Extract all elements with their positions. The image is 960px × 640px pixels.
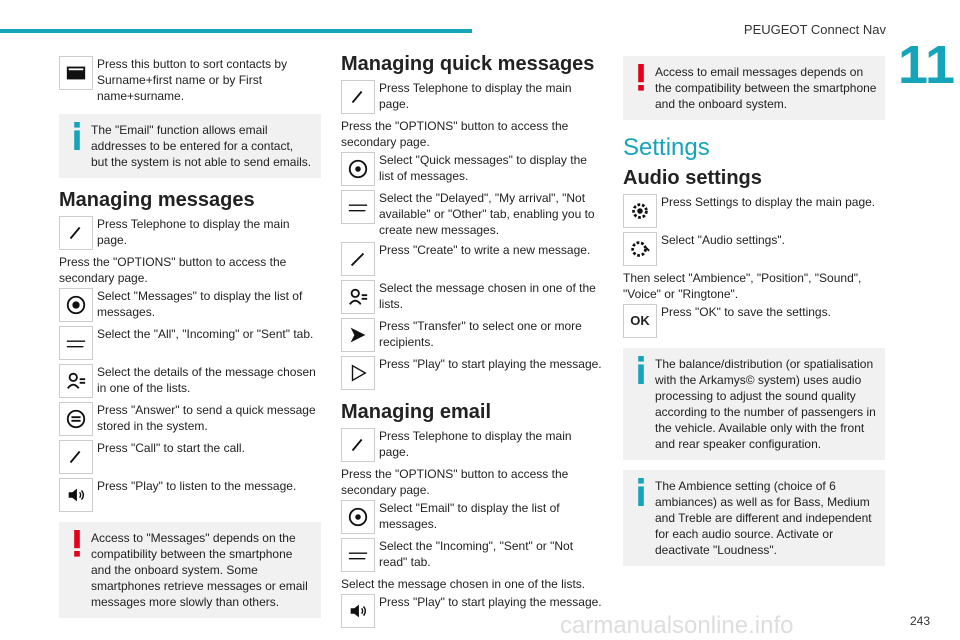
em-text-6: Press "Play" to start playing the message. — [379, 595, 602, 609]
gear-icon — [623, 194, 657, 228]
messages-warning — [59, 522, 321, 618]
qm-row-3 — [341, 152, 603, 186]
messages-warning-text: Access to "Messages" depends on the compatibility between the smartphone and the onboard system. Some smartphones retrieve messages or email messages more slowly than others. — [91, 531, 308, 609]
heading-quick-messages: Managing quick messages — [341, 53, 595, 75]
msg-text-2: Press the "OPTIONS" button to access the secondary page. — [59, 255, 287, 285]
column-1 — [59, 56, 321, 628]
sort-text: Press this button to sort contacts by Surname+first name or by First name+surname. — [97, 57, 288, 103]
qm-row-4 — [341, 190, 603, 238]
msg-row-6 — [59, 402, 321, 436]
qm-text-8: Press "Play" to start playing the message. — [379, 357, 602, 371]
qm-text-2: Press the "OPTIONS" button to access the secondary page. — [341, 119, 569, 149]
chapter-number: 11 — [898, 35, 956, 95]
pencil-icon — [341, 242, 375, 276]
msg-text-1: Press Telephone to display the main page. — [97, 217, 290, 247]
msg-row-7 — [59, 440, 321, 474]
set-row-1 — [623, 194, 885, 228]
em-text-1: Press Telephone to display the main page. — [379, 429, 572, 459]
qm-text-5: Press "Create" to write a new message. — [379, 243, 591, 257]
phone-icon — [341, 428, 375, 462]
msg-text-7: Press "Call" to start the call. — [97, 441, 245, 455]
set-text-3: Then select "Ambience", "Position", "Sound", "Voice" or "Ringtone". — [623, 271, 862, 301]
email-note — [59, 114, 321, 178]
email-note-text: The "Email" function allows email addresses to be entered for a contact, but the system is not able to send emails. — [91, 123, 312, 169]
watermark: carmanualsonline.info — [560, 612, 794, 639]
tab-icon — [341, 538, 375, 572]
top-accent-bar — [0, 29, 472, 33]
speaker-icon — [341, 594, 375, 628]
info-icon — [631, 478, 651, 506]
sort-contacts-icon — [59, 56, 93, 90]
balance-note-text: The balance/distribution (or spatialisation with the Arkamys© system) uses audio processing to adjust the sound quality according to the number of passengers in the vehicle. Available only with the front and rear speaker configuration. — [655, 357, 876, 451]
qm-text-4: Select the "Delayed", "My arrival", "Not available" or "Other" tab, enabling you to create new messages. — [379, 191, 595, 237]
msg-row-3 — [59, 288, 321, 322]
info-icon — [67, 122, 87, 150]
heading-settings: Settings — [623, 134, 710, 161]
balance-note — [623, 348, 885, 460]
heading-managing-email: Managing email — [341, 401, 492, 423]
em-row-4 — [341, 538, 603, 572]
warning-icon — [631, 64, 651, 92]
qm-row-8 — [341, 356, 603, 390]
call-icon — [59, 440, 93, 474]
msg-row-1 — [59, 216, 321, 250]
msg-text-4: Select the "All", "Incoming" or "Sent" tab. — [97, 327, 314, 341]
qm-row-6 — [341, 280, 603, 314]
quick-messages-icon — [341, 152, 375, 186]
set-row-4 — [623, 304, 885, 338]
info-icon — [631, 356, 651, 384]
column-3 — [623, 56, 885, 576]
sort-row — [59, 56, 321, 104]
msg-text-6: Press "Answer" to send a quick message stored in the system. — [97, 403, 316, 433]
ambience-note — [623, 470, 885, 566]
audio-settings-icon — [623, 232, 657, 266]
ambience-note-text: The Ambience setting (choice of 6 ambiances) as well as for Bass, Medium and Treble are different and independent for each audio source. Activate or deactivate "Loudness". — [655, 479, 872, 557]
tab-icon — [59, 326, 93, 360]
phone-icon — [341, 80, 375, 114]
phone-icon — [59, 216, 93, 250]
msg-text-5: Select the details of the message chosen in one of the lists. — [97, 365, 316, 395]
set-text-4: Press "OK" to save the settings. — [661, 305, 831, 319]
warning-icon — [67, 530, 87, 558]
em-text-4: Select the "Incoming", "Sent" or "Not read" tab. — [379, 539, 574, 569]
email-warning — [623, 56, 885, 120]
email-icon — [341, 500, 375, 534]
qm-row-1 — [341, 80, 603, 114]
qm-row-7 — [341, 318, 603, 352]
play-icon — [341, 356, 375, 390]
heading-managing-messages: Managing messages — [59, 189, 255, 211]
msg-text-3: Select "Messages" to display the list of messages. — [97, 289, 303, 319]
contact-detail-icon — [341, 280, 375, 314]
em-text-2: Press the "OPTIONS" button to access the secondary page. — [341, 467, 569, 497]
qm-row-5 — [341, 242, 603, 276]
email-warning-text: Access to email messages depends on the compatibility between the smartphone and the onboard system. — [655, 65, 877, 111]
em-row-3 — [341, 500, 603, 534]
tab-icon — [341, 190, 375, 224]
em-text-3: Select "Email" to display the list of messages. — [379, 501, 560, 531]
contact-detail-icon — [59, 364, 93, 398]
page-number: 243 — [909, 614, 930, 628]
qm-text-7: Press "Transfer" to select one or more recipients. — [379, 319, 582, 349]
set-row-2 — [623, 232, 885, 266]
ok-icon: OK — [623, 304, 657, 338]
column-2 — [341, 53, 603, 632]
answer-icon — [59, 402, 93, 436]
em-row-1 — [341, 428, 603, 462]
msg-row-4 — [59, 326, 321, 360]
transfer-icon — [341, 318, 375, 352]
messages-icon — [59, 288, 93, 322]
set-text-2: Select "Audio settings". — [661, 233, 785, 247]
em-text-5: Select the message chosen in one of the lists. — [341, 577, 586, 591]
qm-text-3: Select "Quick messages" to display the list of messages. — [379, 153, 587, 183]
speaker-icon — [59, 478, 93, 512]
set-text-1: Press Settings to display the main page. — [661, 195, 876, 209]
msg-row-5 — [59, 364, 321, 398]
msg-text-8: Press "Play" to listen to the message. — [97, 479, 297, 493]
header-title: PEUGEOT Connect Nav — [743, 22, 886, 37]
qm-text-6: Select the message chosen in one of the lists. — [379, 281, 596, 311]
heading-audio-settings: Audio settings — [623, 167, 762, 189]
qm-text-1: Press Telephone to display the main page. — [379, 81, 572, 111]
msg-row-8 — [59, 478, 321, 512]
